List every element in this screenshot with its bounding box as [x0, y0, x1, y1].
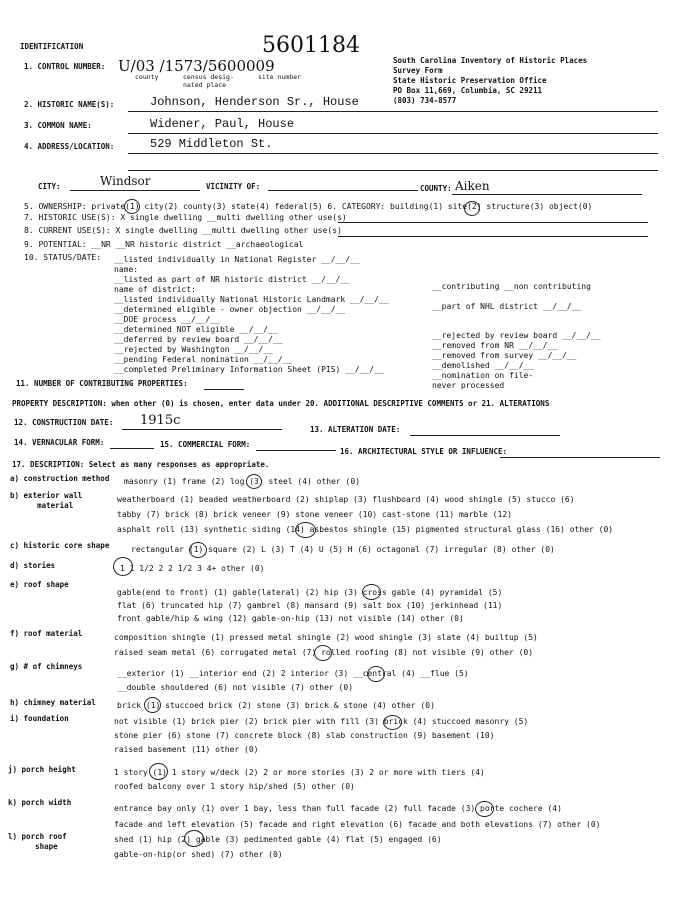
- desc-options: brick (1) stuccoed brick (2) stone (3) brick & stone (4) other (0): [117, 701, 435, 710]
- selected-mark: [362, 584, 381, 600]
- desc-options: __double shouldered (6) not visible (7) other (0): [117, 683, 354, 692]
- desc-options: stone pier (6) stone (7) concrete block (8) slab construction (9) basement (10): [114, 731, 495, 740]
- desc-label-d: d) stories: [10, 561, 56, 570]
- status-item: __completed Preliminary Information Sheet (PIS) __/__/__: [114, 365, 384, 374]
- caption-county: county: [135, 73, 159, 81]
- desc-options: raised seam metal (6) corrugated metal (7) rolled roofing (8) not visible (9) other (0): [114, 648, 534, 657]
- historic-use-line: 7. HISTORIC USE(S): X single dwelling __multi dwelling other use(s): [24, 213, 347, 222]
- status-item: __removed from NR __/__/__: [432, 341, 558, 350]
- desc-options: tabby (7) brick (8) brick veneer (9) stone veneer (10) cast-stone (11) marble (12): [117, 510, 512, 519]
- property-description-note: PROPERTY DESCRIPTION: when other (0) is chosen, enter data under 20. ADDITIONAL DESCRIPTIVE COMMENTS or 21. ALTERATIONS: [12, 399, 550, 408]
- control-number-label: 1. CONTROL NUMBER:: [24, 62, 106, 71]
- status-item: __nomination on file-: [432, 371, 534, 380]
- rule: [338, 236, 648, 237]
- desc-options: 1 1 1/2 2 2 1/2 3 4+ other (0): [120, 564, 265, 573]
- status-item: __deferred by review board __/__/__: [114, 335, 283, 344]
- city-label: CITY:: [38, 182, 61, 191]
- desc-label-c: c) historic core shape: [10, 541, 110, 550]
- status-item: __pending Federal nomination __/__/__: [114, 355, 293, 364]
- desc-options: gable(end to front) (1) gable(lateral) (2) hip (3) cross gable (4) pyramidal (5): [117, 588, 503, 597]
- desc-label-e: e) roof shape: [10, 580, 69, 589]
- desc-options: front gable/hip & wing (12) gable-on-hip (13) not visible (14) other (0): [117, 614, 464, 623]
- selected-mark: [144, 697, 161, 713]
- status-line: 10. STATUS/DATE:: [24, 253, 102, 262]
- desc-options: shed (1) hip (2) gable (3) pedimented gable (4) flat (5) engaged (6): [114, 835, 442, 844]
- desc-label-j: j) porch height: [8, 765, 76, 774]
- rule: [122, 429, 282, 430]
- current-use-line: 8. CURRENT USE(S): X single dwelling __multi dwelling other use(s): [24, 226, 342, 235]
- address-label: 4. ADDRESS/LOCATION:: [24, 142, 115, 151]
- desc-options: not visible (1) brick pier (2) brick pier with fill (3) brick (4) stuccoed masonry (5): [114, 717, 529, 726]
- selected-mark: [124, 199, 140, 214]
- rule: [70, 190, 200, 191]
- selected-mark: [113, 557, 133, 576]
- rule: [128, 153, 658, 154]
- desc-label-h: h) chimney material: [10, 698, 96, 707]
- rule: [110, 448, 154, 449]
- vernacular-form-label: 14. VERNACULAR FORM:: [14, 438, 105, 447]
- desc-options: flat (6) truncated hip (7) gambrel (8) mansard (9) salt box (10) jerkinhead (11): [117, 601, 503, 610]
- rule: [256, 450, 336, 451]
- city-value: Windsor: [100, 174, 151, 188]
- desc-options: masonry (1) frame (2) log (3) steel (4) other (0): [124, 477, 361, 486]
- status-item: never processed: [432, 381, 505, 390]
- rule: [128, 170, 658, 171]
- status-item: name:: [114, 265, 139, 274]
- desc-options: weatherboard (1) beaded weatherboard (2) shiplap (3) flushboard (4) wood shingle (5) stucco (6): [117, 495, 575, 504]
- selected-mark: [475, 801, 494, 817]
- desc-label-g: g) # of chimneys: [10, 662, 83, 671]
- rule: [338, 222, 648, 223]
- section-identification: IDENTIFICATION: [20, 42, 84, 51]
- caption-site: site number: [258, 73, 302, 81]
- agency-line: Survey Form: [393, 66, 443, 75]
- agency-line: State Historic Preservation Office: [393, 76, 547, 85]
- desc-options: asphalt roll (13) synthetic siding (14) asbestos shingle (15) pigmented structural glass (16) other (0): [117, 525, 614, 534]
- desc-label-f: f) roof material: [10, 629, 83, 638]
- status-item: __removed from survey __/__/__: [432, 351, 577, 360]
- selected-mark: [314, 645, 332, 661]
- desc-options: entrance bay only (1) over 1 bay, less than full facade (2) full facade (3) porte cochere (4): [114, 804, 562, 813]
- agency-line: South Carolina Inventory of Historic Places: [393, 56, 588, 65]
- status-item: __rejected by Washington __/__/__: [114, 345, 273, 354]
- status-left-list: [114, 255, 389, 375]
- desc-label-b: b) exterior wall material: [10, 491, 83, 510]
- status-right-list: [432, 331, 601, 391]
- desc-label-i: i) foundation: [10, 714, 69, 723]
- county-label: COUNTY:: [420, 184, 452, 193]
- status-right-item: __contributing __non contributing: [432, 282, 591, 291]
- caption-census: census desig- nated place: [183, 73, 234, 89]
- rule: [204, 389, 244, 390]
- alteration-date-label: 13. ALTERATION DATE:: [310, 425, 401, 434]
- selected-mark: [367, 666, 385, 682]
- selected-mark: [383, 715, 402, 730]
- vicinity-label: VICINITY OF:: [206, 182, 261, 191]
- address-value: 529 Middleton St.: [150, 137, 273, 151]
- historic-name-value: Johnson, Henderson Sr., House: [150, 95, 359, 109]
- desc-options: __exterior (1) __interior end (2) 2 interior (3) __central (4) __flue (5): [117, 669, 469, 678]
- status-item: __listed as part of NR historic district __/__/__: [114, 275, 351, 284]
- status-item: __demolished __/__/__: [432, 361, 534, 370]
- ownership-line: 5. OWNERSHIP: private(1) city(2) county(3) state(4) federal(5) 6. CATEGORY: building(1) site(2) structure(3) object(0): [24, 202, 593, 211]
- agency-line: (803) 734-8577: [393, 96, 457, 105]
- status-item: __DOE process __/__/__: [114, 315, 220, 324]
- architectural-style-label: 16. ARCHITECTURAL STYLE OR INFLUENCE:: [340, 447, 508, 456]
- rule: [500, 457, 660, 458]
- common-name-label: 3. COMMON NAME:: [24, 121, 92, 130]
- status-item: __rejected by review board __/__/__: [432, 331, 601, 340]
- rule: [452, 194, 642, 195]
- status-item: __listed individually National Historic Landmark __/__/__: [114, 295, 389, 304]
- description-label: 17. DESCRIPTION: Select as many responses as appropriate.: [12, 460, 270, 469]
- status-item: __listed individually in National Register __/__/__: [114, 255, 360, 264]
- status-item: __determined NOT eligible __/__/__: [114, 325, 278, 334]
- desc-options: roofed balcony over 1 story hip/shed (5) other (0): [114, 782, 355, 791]
- status-right-item: __part of NHL district __/__/__: [432, 302, 582, 311]
- status-item: __determined eligible - owner objection __/__/__: [114, 305, 346, 314]
- agency-line: PO Box 11,669, Columbia, SC 29211: [393, 86, 543, 95]
- selected-mark: [464, 201, 480, 216]
- rule: [268, 190, 418, 191]
- rule: [128, 133, 658, 134]
- construction-date-label: 12. CONSTRUCTION DATE:: [14, 418, 114, 427]
- agency-block: [393, 56, 587, 106]
- desc-label-a: a) construction method: [10, 474, 110, 483]
- form-number: 5601184: [262, 33, 360, 58]
- historic-name-label: 2. HISTORIC NAME(S):: [24, 100, 115, 109]
- construction-date-value: 1915c: [140, 413, 181, 428]
- selected-mark: [189, 542, 207, 558]
- selected-mark: [295, 522, 316, 538]
- desc-options: 1 story (1) 1 story w/deck (2) 2 or more stories (3) 2 or more with tiers (4): [114, 768, 485, 777]
- potential-line: 9. POTENTIAL: __NR __NR historic district __archaeological: [24, 240, 304, 249]
- rule: [128, 111, 658, 112]
- selected-mark: [149, 763, 168, 780]
- desc-options: rectangular (1) square (2) L (3) T (4) U (5) H (6) octagonal (7) irregular (8) other (0): [131, 545, 555, 554]
- desc-options: facade and left elevation (5) facade and right elevation (6) facade and both elevations (7) other (0): [114, 820, 601, 829]
- selected-mark: [184, 830, 204, 847]
- selected-mark: [246, 474, 262, 489]
- desc-label-l: l) porch roof shape: [8, 832, 67, 851]
- control-number-value: U/03 /1573/5600009: [118, 57, 275, 75]
- desc-label-k: k) porch width: [8, 798, 72, 807]
- status-item: name of district:: [114, 285, 196, 294]
- commercial-form-label: 15. COMMERCIAL FORM:: [160, 440, 251, 449]
- desc-options: composition shingle (1) pressed metal shingle (2) wood shingle (3) slate (4) builtup (5): [114, 633, 538, 642]
- desc-options: raised basement (11) other (0): [114, 745, 259, 754]
- rule: [410, 435, 560, 436]
- contributing-properties-label: 11. NUMBER OF CONTRIBUTING PROPERTIES:: [16, 379, 188, 388]
- desc-options: gable-on-hip(or shed) (7) other (0): [114, 850, 283, 859]
- county-value: Aiken: [455, 179, 490, 193]
- common-name-value: Widener, Paul, House: [150, 117, 295, 131]
